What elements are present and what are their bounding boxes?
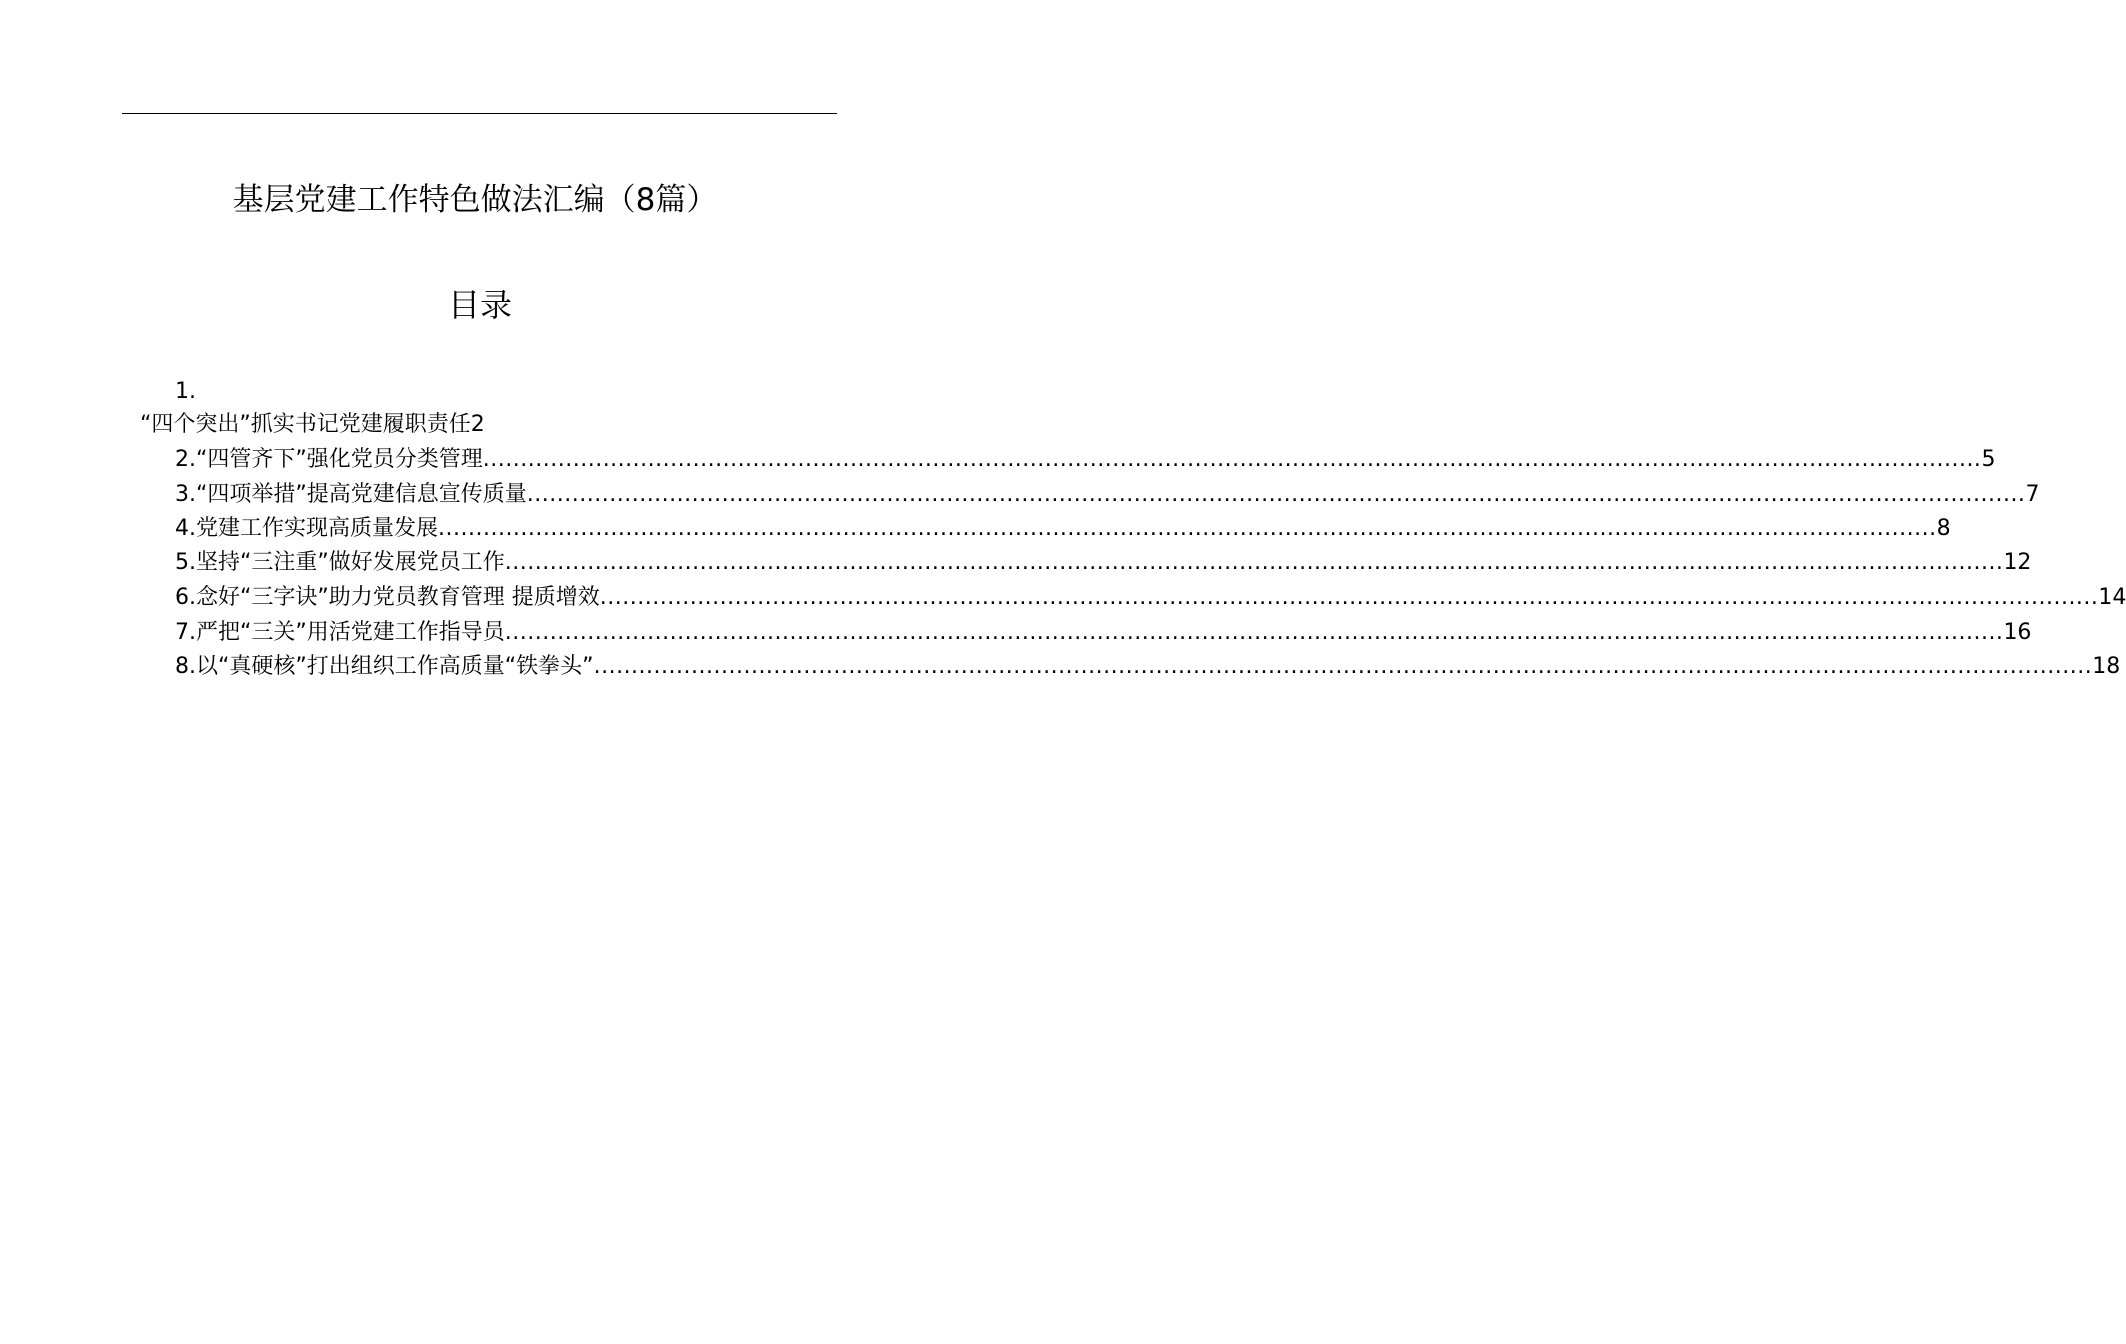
toc-item-label: 8.以“真硬核”打出组织工作高质量“铁拳头”	[175, 654, 594, 679]
toc-item-7[interactable]	[175, 618, 2032, 648]
toc-item-3[interactable]	[175, 480, 2040, 510]
toc-item-8[interactable]	[175, 652, 2121, 682]
toc-item-page: 18	[2092, 654, 2121, 679]
toc-item-label: 4.党建工作实现高质量发展	[175, 516, 438, 541]
toc-item-page: 14	[2098, 585, 2126, 610]
dot-leader: ........................................................................................................................................................................................................	[438, 516, 1937, 541]
dot-leader: ........................................................................................................................................................................................................	[593, 654, 2093, 679]
toc-item-label: 7.严把“三关”用活党建工作指导员	[175, 620, 505, 645]
toc-heading: 目录	[447, 286, 512, 324]
toc-item-1-label: “四个突出”抓实书记党建履职责任	[140, 412, 471, 437]
dot-leader: ........................................................................................................................................................................................................	[504, 620, 2004, 645]
toc-item-page: 5	[1981, 447, 1996, 472]
toc-item-label: 2.“四管齐下”强化党员分类管理	[175, 447, 483, 472]
toc-item-label: 5.坚持“三注重”做好发展党员工作	[175, 550, 505, 575]
toc-item-page: 7	[2025, 482, 2040, 507]
dot-leader: ........................................................................................................................................................................................................	[482, 447, 1982, 472]
toc-item-page: 8	[1936, 516, 1951, 541]
toc-item-page: 12	[2003, 550, 2032, 575]
toc-item-label: 3.“四项举措”提高党建信息宣传质量	[175, 482, 527, 507]
document-title: 基层党建工作特色做法汇编（8篇）	[232, 182, 718, 218]
dot-leader: ........................................................................................................................................................................................................	[599, 585, 2099, 610]
dot-leader: ........................................................................................................................................................................................................	[526, 482, 2026, 507]
toc-item-1-page: 2	[470, 412, 485, 437]
toc-item-5[interactable]	[175, 548, 2032, 578]
toc-item-label: 6.念好“三字诀”助力党员教育管理 提质增效	[175, 585, 600, 610]
toc-item-page: 16	[2003, 620, 2032, 645]
toc-item-1-number[interactable]: 1.	[175, 379, 196, 404]
toc-item-2[interactable]	[175, 445, 1996, 475]
toc-item-4[interactable]	[175, 514, 1951, 544]
toc-item-1[interactable]	[140, 410, 485, 440]
dot-leader: ........................................................................................................................................................................................................	[504, 550, 2004, 575]
toc-item-6[interactable]	[175, 583, 2126, 613]
